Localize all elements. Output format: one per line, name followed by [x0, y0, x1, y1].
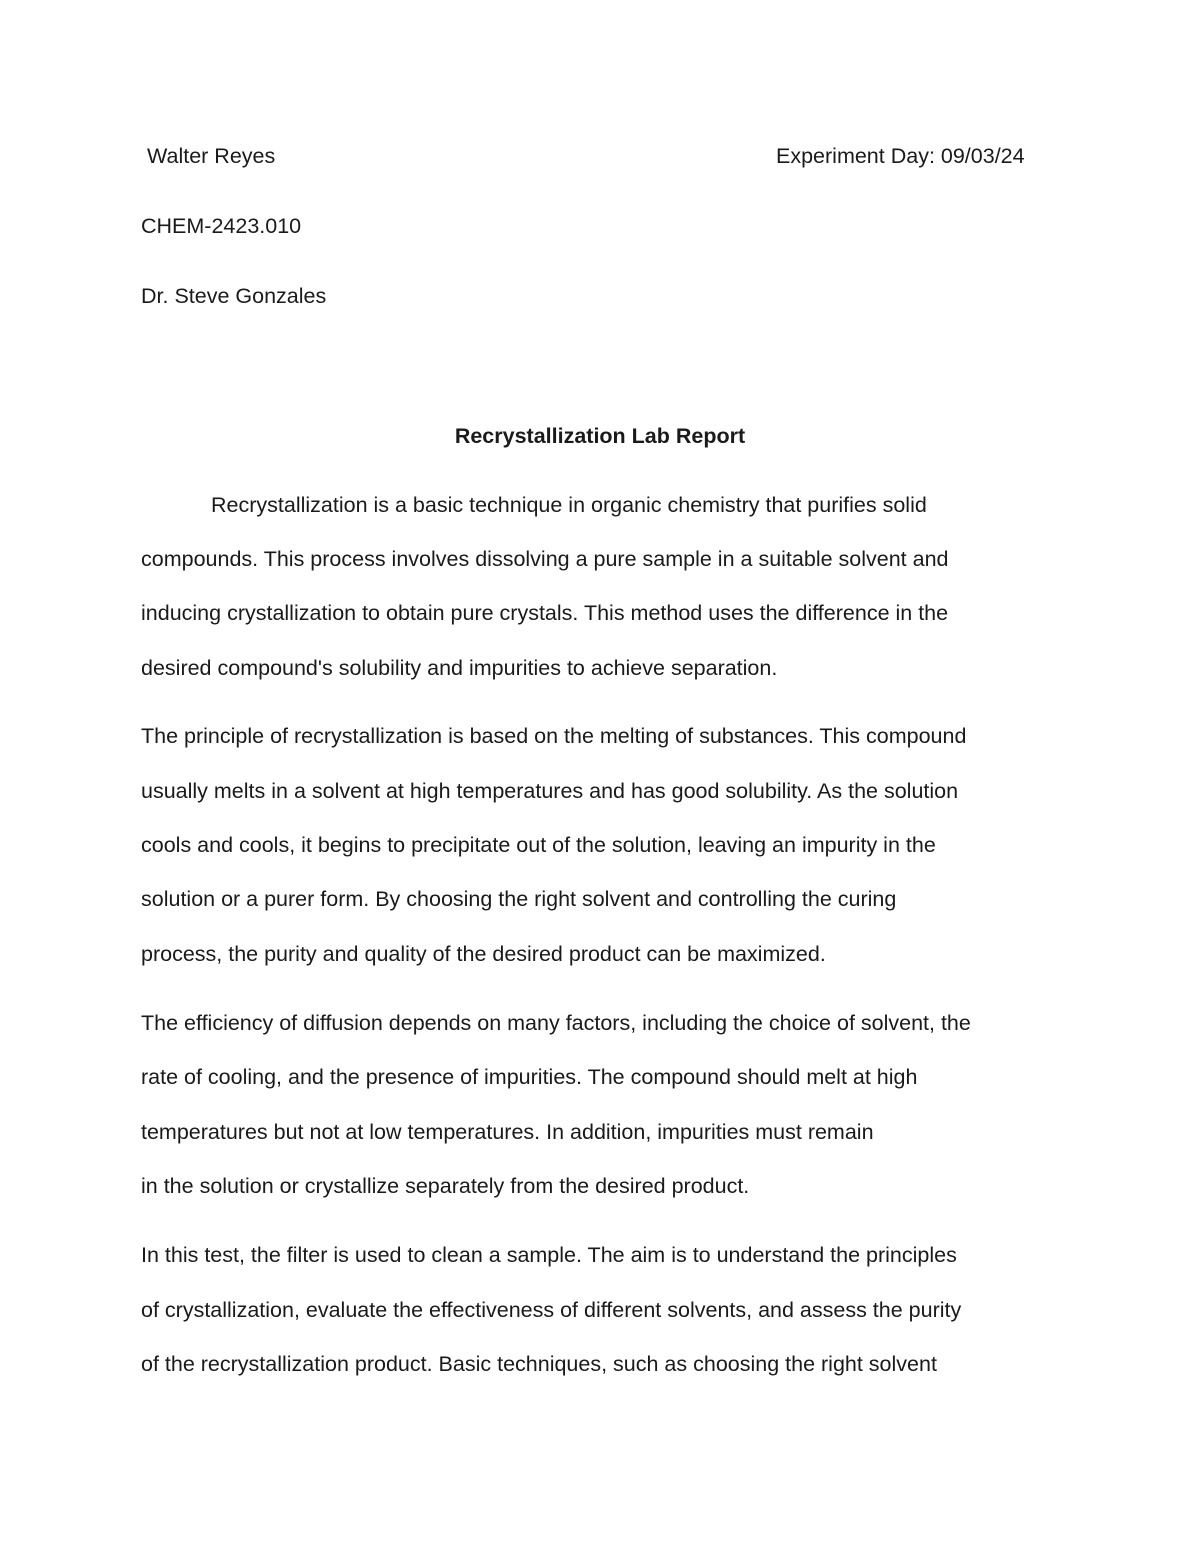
- paragraph-4-line-1: In this test, the filter is used to clean a sample. The aim is to understand the principles: [141, 1243, 957, 1267]
- student-name: Walter Reyes: [147, 144, 276, 168]
- paragraph-3-line-4: in the solution or crystallize separately from the desired product.: [141, 1174, 750, 1198]
- paragraph-3-line-1: The efficiency of diffusion depends on many factors, including the choice of solvent, the: [141, 1011, 971, 1035]
- paragraph-1-line-3: inducing crystallization to obtain pure crystals. This method uses the difference in the: [141, 601, 949, 625]
- course-code: CHEM-2423.010: [141, 214, 302, 238]
- paragraph-2-line-4: solution or a purer form. By choosing the right solvent and controlling the curing: [141, 887, 897, 911]
- paragraph-2-line-3: cools and cools, it begins to precipitate out of the solution, leaving an impurity in the: [141, 833, 936, 857]
- paragraph-4-line-2: of crystallization, evaluate the effectiveness of different solvents, and assess the purity: [141, 1298, 962, 1322]
- paragraph-2-line-1: The principle of recrystallization is based on the melting of substances. This compound: [141, 724, 967, 748]
- paragraph-2-line-5: process, the purity and quality of the desired product can be maximized.: [141, 942, 826, 966]
- paragraph-4-line-3: of the recrystallization product. Basic techniques, such as choosing the right solvent: [141, 1352, 937, 1376]
- paragraph-1-line-4: desired compound's solubility and impurities to achieve separation.: [141, 656, 778, 680]
- experiment-day: Experiment Day: 09/03/24: [776, 144, 1025, 168]
- paragraph-2-line-2: usually melts in a solvent at high temperatures and has good solubility. As the solution: [141, 779, 959, 803]
- paragraph-1-line-1: Recrystallization is a basic technique in organic chemistry that purifies solid: [211, 493, 927, 517]
- instructor-name: Dr. Steve Gonzales: [141, 284, 327, 308]
- paragraph-1-line-2: compounds. This process involves dissolving a pure sample in a suitable solvent and: [141, 547, 949, 571]
- report-title: Recrystallization Lab Report: [454, 424, 746, 448]
- paragraph-3-line-2: rate of cooling, and the presence of impurities. The compound should melt at high: [141, 1065, 918, 1089]
- paragraph-3-line-3: temperatures but not at low temperatures. In addition, impurities must remain: [141, 1120, 874, 1144]
